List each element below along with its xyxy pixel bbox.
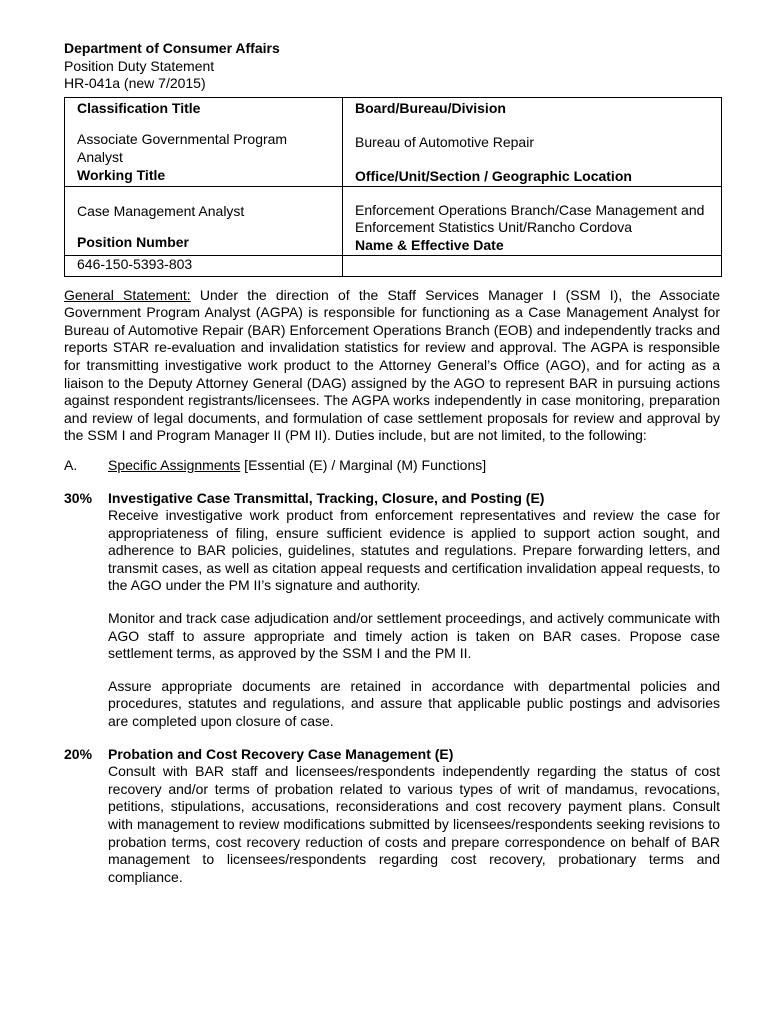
section-a-suffix: [Essential (E) / Marginal (M) Functions]	[240, 456, 487, 473]
table-row	[65, 186, 722, 255]
office-value: Enforcement Operations Branch/Case Management and Enforcement Statistics Unit/Rancho Cordova	[355, 201, 705, 236]
position-info-table	[64, 97, 722, 277]
duty-title: Investigative Case Transmittal, Tracking, Closure, and Posting (E)	[108, 489, 545, 506]
position-number-cell	[65, 255, 343, 276]
table-row	[65, 255, 722, 276]
document-title: Position Duty Statement	[64, 57, 215, 74]
name-date-label: Name & Effective Date	[355, 236, 504, 253]
department-name: Department of Consumer Affairs	[64, 40, 280, 56]
table-row	[65, 97, 722, 186]
document-page	[64, 40, 720, 886]
office-label: Office/Unit/Section / Geographic Location	[355, 167, 632, 184]
board-cell	[343, 97, 722, 186]
duty-item	[64, 746, 720, 887]
general-statement-label: General Statement:	[64, 286, 191, 303]
office-cell	[343, 186, 722, 255]
duty-percent: 20%	[64, 745, 93, 762]
duty-paragraph: Monitor and track case adjudication and/or settlement proceedings, and actively communicate with AGO staff to assure appropriate and timely action is taken on BAR cases. Propose case settlement terms, as approved by the SSM I and the PM II.	[108, 610, 720, 662]
section-a-title: Specific Assignments	[108, 456, 241, 473]
duty-paragraph: Consult with BAR staff and licensees/respondents independently regarding the status of cost recovery and/or terms of probation related to various types of writ of mandamus, revocations, petitions, stipulations, accusations, reconsiderations and cost recovery payment plans. Consult with management to review modifications submitted by licensees/respondents seeking revisions to probation terms, cost recovery reduction of costs and prepare correspondence on behalf of BAR management to licensees/respondents regarding cost recovery, probationary terms and compliance.	[108, 763, 720, 885]
board-value: Bureau of Automotive Repair	[355, 134, 534, 151]
duty-paragraph: Assure appropriate documents are retained in accordance with departmental policies and procedures, statutes and regulations, and assure that applicable public postings and advisories are completed upon closure of case.	[108, 677, 720, 730]
general-statement-text: Under the direction of the Staff Services Manager I (SSM I), the Associate Government Program Analyst (AGPA) is responsible for functioning as a Case Management Analyst for Bureau of Automotive Repair (BAR) Enforcement Operations Branch (EOB) and independently tracks and reports STAR re-evaluation and invalidation statistics for review and approval. The AGPA is responsible for transmitting investigative work product to the Attorney General’s Office (AGO), and for acting as a liaison to the Deputy Attorney General (DAG) assigned by the AGO to represent BAR in pursuing actions against respondent registrants/licensees. The AGPA works independently in case monitoring, preparation and review of legal documents, and formulation of case settlement proposals for review and approval by the SSM I and Program Manager II (PM II). Duties include, but are not limited, to the following:	[64, 286, 720, 444]
duty-item	[64, 490, 720, 731]
position-number-label: Position Number	[77, 234, 190, 251]
duty-percent: 30%	[64, 489, 93, 506]
form-id: HR-041a (new 7/2015)	[64, 75, 206, 92]
duty-title: Probation and Cost Recovery Case Management (E)	[108, 745, 454, 762]
working-title-cell	[65, 186, 343, 255]
board-label: Board/Bureau/Division	[355, 99, 506, 116]
name-date-cell	[343, 255, 722, 276]
duty-paragraph: Receive investigative work product from enforcement representatives and review the case for appropriateness of filing, ensure sufficient evidence is applied to support action sought, and adherence to BAR policies, guidelines, statutes and regulations. Prepare forwarding letters, and transmit cases, as well as citation appeal requests and certification invalidation appeal requests, to the AGO under the PM II’s signature and authority.	[108, 507, 720, 594]
section-a-heading	[64, 457, 720, 475]
document-header	[64, 40, 720, 93]
classification-title-cell	[65, 97, 343, 186]
section-a-letter: A.	[64, 456, 78, 473]
position-number-value: 646-150-5393-803	[77, 255, 193, 272]
classification-title-value: Associate Governmental Program Analyst	[77, 131, 288, 165]
working-title-value: Case Management Analyst	[77, 202, 245, 219]
working-title-label: Working Title	[77, 166, 166, 183]
general-statement	[64, 287, 720, 445]
classification-title-label: Classification Title	[77, 99, 201, 116]
